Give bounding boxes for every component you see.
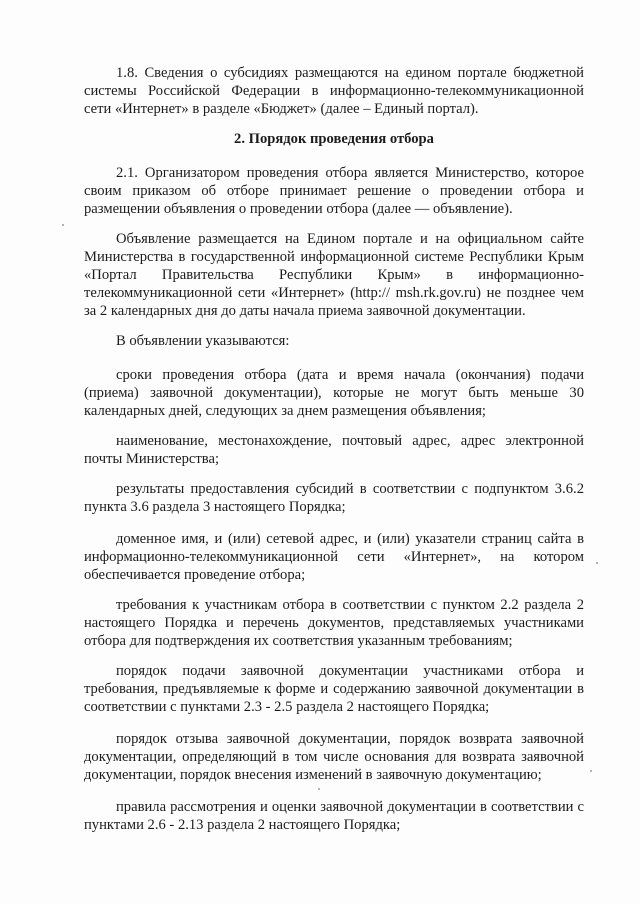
list-item-withdrawal: порядок отзыва заявочной документации, порядок возврата заявочной документации, определяющий в том числе основания для возврата заявочной документации, порядок внесения изменений в заявочную документацию; [84, 731, 584, 783]
section-heading: 2. Порядок проведения отбора [234, 131, 434, 147]
paragraph-2-1: 2.1. Организатором проведения отбора является Министерство, которое своим приказом об отборе принимает решение о проведении отбора и размещении объявления о проведении отбора (далее — объявление). [84, 165, 584, 217]
list-item-domain: доменное имя, и (или) сетевой адрес, и (или) указатели страниц сайта в информационно-телекоммуникационной сети «Интернет», на котором обеспечивается проведение отбора; [84, 531, 584, 583]
paragraph-announcement: Объявление размещается на Едином портале и на официальном сайте Министерства в государственной информационной системе Республики Крым «Портал Правительства Республики Крым» в информационно-телекоммуникационной сети «Интернет» (http:// msh.rk.gov.ru) не позднее чем за 2 календарных дня до даты начала приема заявочной документации. [84, 231, 584, 319]
paragraph-1-8: 1.8. Сведения о субсидиях размещаются на едином портале бюджетной системы Российской Федерации в информационно-телекоммуникационной сети «Интернет» в разделе «Бюджет» (далее – Единый портал). [84, 65, 584, 117]
paragraph-list-intro: В объявлении указываются: [116, 333, 290, 349]
scan-speck [62, 224, 64, 226]
scan-speck [596, 562, 598, 564]
list-item-evaluation: правила рассмотрения и оценки заявочной документации в соответствии с пунктами 2.6 - 2.13 раздела 2 настоящего Порядка; [84, 799, 584, 833]
scan-speck [318, 788, 320, 790]
list-item-submission: порядок подачи заявочной документации участниками отбора и требования, предъявляемые к форме и содержанию заявочной документации в соответствии с пунктами 2.3 - 2.5 раздела 2 настоящего Порядка; [84, 663, 584, 715]
list-item-requirements: требования к участникам отбора в соответствии с пунктом 2.2 раздела 2 настоящего Порядка и перечень документов, представляемых участниками отбора для подтверждения их соответствия указанным требованиям; [84, 597, 584, 649]
list-item-results: результаты предоставления субсидий в соответствии с подпунктом 3.6.2 пункта 3.6 раздела 3 настоящего Порядка; [84, 481, 584, 515]
scan-speck [590, 770, 592, 772]
list-item-ministry-address: наименование, местонахождение, почтовый адрес, адрес электронной почты Министерства; [84, 433, 584, 467]
list-item-deadlines: сроки проведения отбора (дата и время начала (окончания) подачи (приема) заявочной документации), которые не могут быть меньше 30 календарных дней, следующих за днем размещения объявления; [84, 367, 584, 419]
